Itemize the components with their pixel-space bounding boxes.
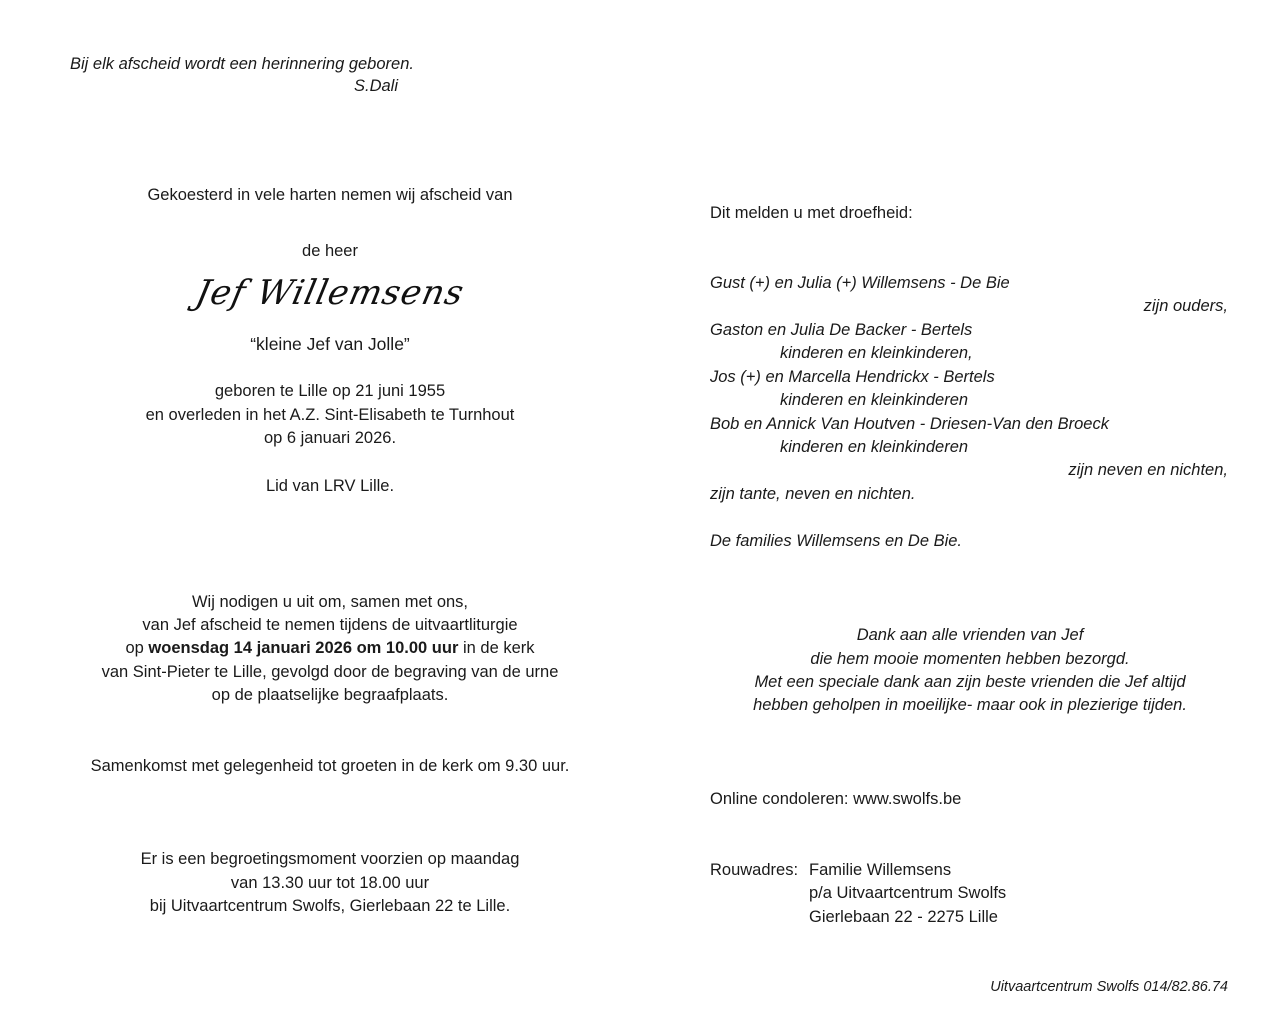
family-group-1: Gaston en Julia De Backer - Bertels: [710, 321, 973, 339]
invitation-line-4: van Sint-Pieter te Lille, gevolgd door de begraving van de urne: [101, 663, 559, 681]
parents-role: zijn ouders,: [1143, 297, 1228, 315]
thanks-line-3: Met een speciale dank aan zijn beste vrienden die Jef altijd: [754, 673, 1186, 691]
thanks-line-2: die hem mooie momenten hebben bezorgd.: [810, 650, 1130, 668]
address-line-3: Gierlebaan 22 - 2275 Lille: [809, 908, 998, 926]
invitation-line-3: op woensdag 14 januari 2026 om 10.00 uur in de kerk: [125, 639, 535, 657]
parents-line: Gust (+) en Julia (+) Willemsens - De Bie: [710, 274, 1010, 292]
family-group-3: Bob en Annick Van Houtven - Driesen-Van den Broeck: [710, 415, 1109, 433]
online-condolence: Online condoleren: www.swolfs.be: [710, 790, 962, 808]
death-line: en overleden in het A.Z. Sint-Elisabeth te Turnhout: [145, 406, 515, 424]
birth-line: geboren te Lille op 21 juni 1955: [214, 382, 446, 400]
membership: Lid van LRV Lille.: [265, 477, 395, 495]
families-line: De families Willemsens en De Bie.: [710, 532, 963, 550]
funeral-datetime: woensdag 14 januari 2026 om 10.00 uur: [148, 639, 459, 657]
family-group-2-sub: kinderen en kleinkinderen: [780, 391, 969, 409]
visitation-line-1: Er is een begroetingsmoment voorzien op maandag: [140, 850, 520, 868]
thanks-line-4: hebben geholpen in moeilijke- maar ook in plezierige tijden.: [753, 696, 1187, 714]
gathering-text: Samenkomst met gelegenheid tot groeten in de kerk om 9.30 uur.: [90, 757, 570, 775]
address-line-1: Familie Willemsens: [809, 861, 952, 879]
death-date: op 6 januari 2026.: [263, 429, 397, 447]
quote-text: Bij elk afscheid wordt een herinnering geboren.: [70, 55, 414, 73]
thanks-line-1: Dank aan alle vrienden van Jef: [856, 626, 1084, 644]
visitation-line-3: bij Uitvaartcentrum Swolfs, Gierlebaan 22 te Lille.: [149, 897, 511, 915]
announce-text: Dit melden u met droefheid:: [710, 204, 913, 222]
address-line-2: p/a Uitvaartcentrum Swolfs: [809, 884, 1007, 902]
family-group-3-sub: kinderen en kleinkinderen: [780, 438, 969, 456]
invitation-line-1: Wij nodigen u uit om, samen met ons,: [191, 593, 469, 611]
footer-contact: Uitvaartcentrum Swolfs 014/82.86.74: [990, 979, 1228, 995]
nickname: “kleine Jef van Jolle”: [250, 334, 410, 354]
title-text: de heer: [302, 242, 358, 260]
family-group-1-sub: kinderen en kleinkinderen,: [780, 344, 973, 362]
address-label: Rouwadres:: [710, 861, 799, 879]
family-group-2: Jos (+) en Marcella Hendrickx - Bertels: [710, 368, 995, 386]
cousins-role: zijn neven en nichten,: [1068, 461, 1228, 479]
invitation-line-5: op de plaatselijke begraafplaats.: [211, 686, 449, 704]
deceased-name: Jef Willemsens: [192, 273, 468, 313]
quote-author: S.Dali: [354, 77, 399, 95]
visitation-line-2: van 13.30 uur tot 18.00 uur: [230, 874, 430, 892]
intro-text: Gekoesterd in vele harten nemen wij afscheid van: [147, 186, 513, 204]
aunt-line: zijn tante, neven en nichten.: [710, 485, 916, 503]
invitation-line-2: van Jef afscheid te nemen tijdens de uitvaartliturgie: [142, 616, 518, 634]
